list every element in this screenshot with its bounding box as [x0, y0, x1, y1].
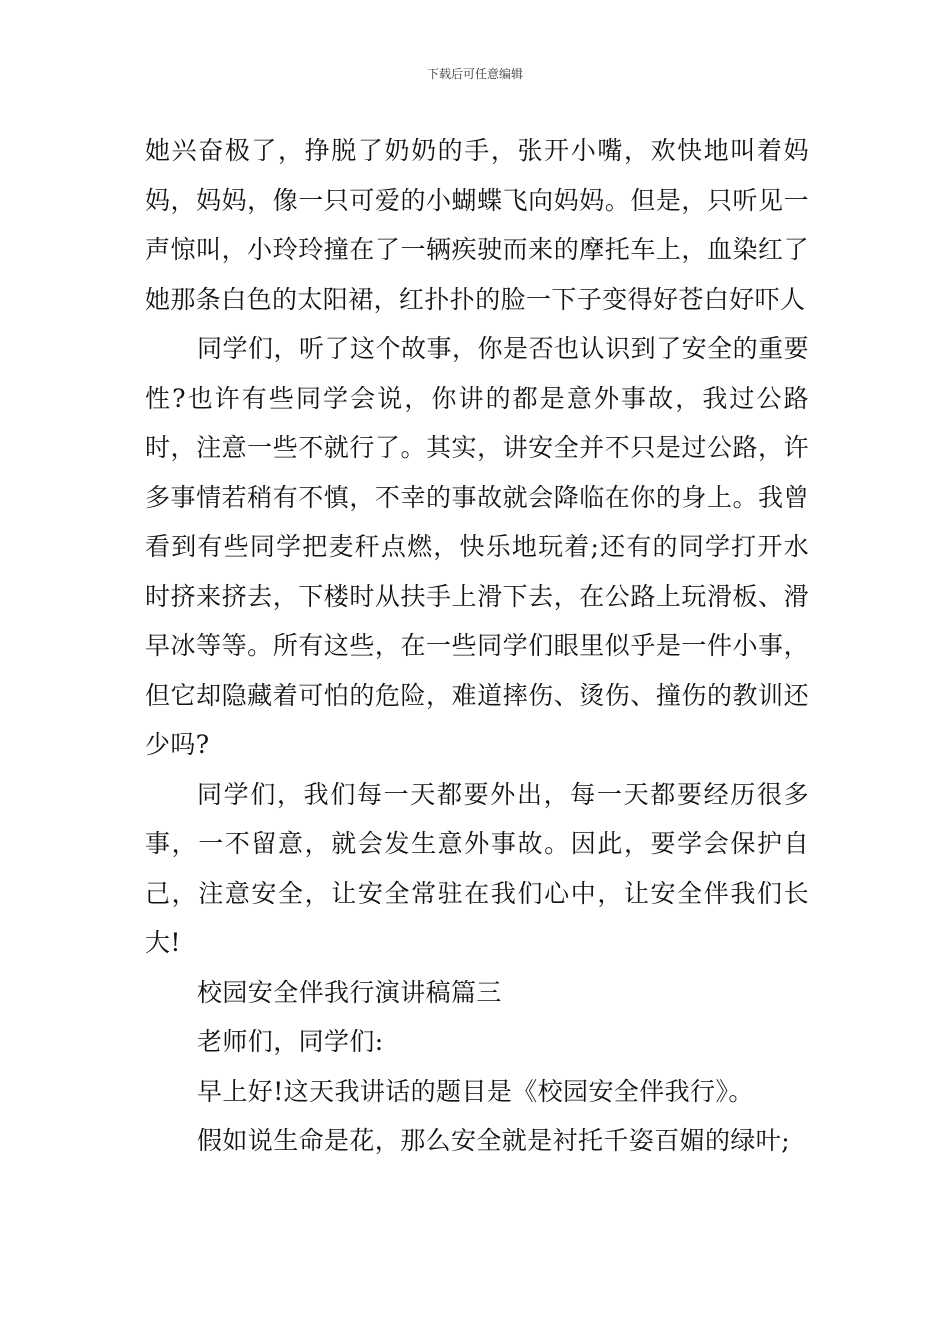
section-title-speech-three: 校园安全伴我行演讲稿篇三: [197, 977, 502, 1007]
greeting-topic: 早上好!这天我讲话的题目是《校园安全伴我行》。: [197, 1076, 754, 1106]
document-body: [145, 126, 809, 1166]
paragraph-safety-importance: 同学们，听了这个故事，你是否也认识到了安全的重要性?也许有些同学会说，你讲的都是意外事故，我过公路时，注意一些不就行了。其实，讲安全并不只是过公路，许多事情若稍有不慎，不幸的事故就会降临在你的身上。我曾看到有些同学把麦秆点燃，快乐地玩着;还有的同学打开水时挤来挤去，下楼时从扶手上滑下去，在公路上玩滑板、滑早冰等等。所有这些，在一些同学们眼里似乎是一件小事，但它却隐藏着可怕的危险，难道摔伤、烫伤、撞伤的教训还少吗?: [145, 334, 809, 759]
page-header-note: 下载后可任意编辑: [426, 67, 523, 81]
paragraph-life-flower: 假如说生命是花，那么安全就是衬托千姿百媚的绿叶;: [197, 1126, 791, 1155]
salutation: 老师们，同学们:: [197, 1027, 384, 1056]
paragraph-conclusion: 同学们，我们每一天都要外出，每一天都要经历很多事，一不留意，就会发生意外事故。因此，要学会保护自己，注意安全，让安全常驻在我们心中，让安全伴我们长大!: [145, 779, 809, 957]
paragraph-story-ending: 她兴奋极了，挣脱了奶奶的手，张开小嘴，欢快地叫着妈妈，妈妈，像一只可爱的小蝴蝶飞向妈妈。但是，只听见一声惊叫，小玲玲撞在了一辆疾驶而来的摩托车上，血染红了她那条白色的太阳裙，红扑扑的脸一下子变得好苍白好吓人: [145, 136, 809, 314]
